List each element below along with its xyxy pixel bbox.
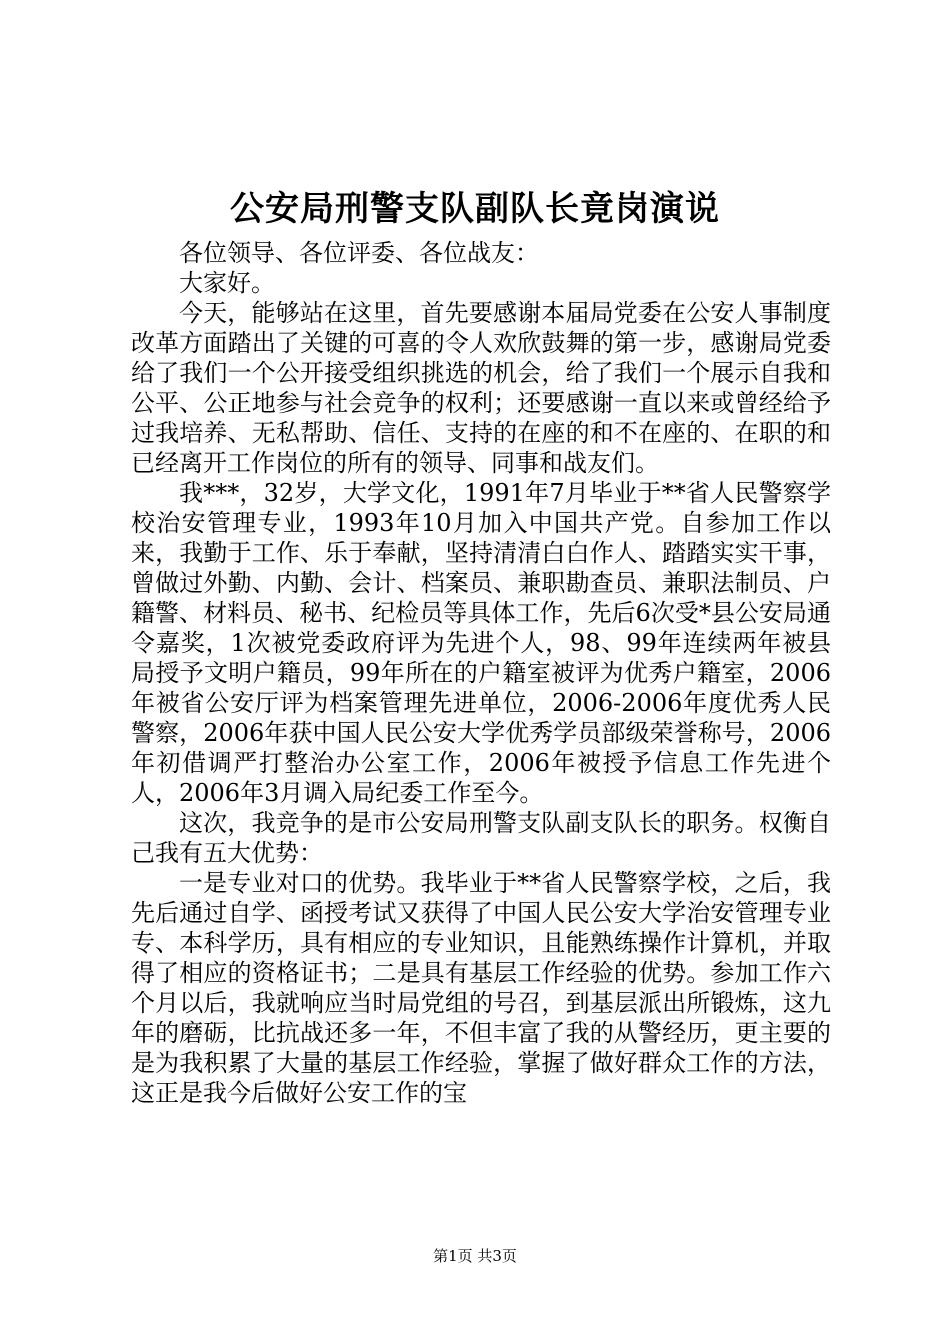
paragraph-position: 这次，我竞争的是市公安局刑警支队副支队长的职务。权衡自己我有五大优势： [131,809,831,867]
paragraph-advantages: 一是专业对口的优势。我毕业于**省人民警察学校，之后，我先后通过自学、函授考试又获得了中国人民公安大学治安管理专业专、本科学历，具有相应的专业知识，且能熟练操作计算机，并取得了相应的资格证书；二是具有基层工作经验的优势。参加工作六个月以后，我就响应当时局党组的号召，到基层派出所锻炼，这九年的磨砺，比抗战还多一年，不但丰富了我的从警经历，更主要的是为我积累了大量的基层工作经验，掌握了做好群众工作的方法，这正是我今后做好公安工作的宝 [131,869,831,1107]
page-footer: 第1页 共3页 [433,1247,517,1265]
greeting: 大家好。 [179,269,275,297]
document-title: 公安局刑警支队副队长竟岗演说 [230,189,720,229]
paragraph-thanks: 今天，能够站在这里，首先要感谢本届局党委在公安人事制度改革方面踏出了关键的可喜的令人欢欣鼓舞的第一步，感谢局党委给了我们一个公开接受组织挑选的机会，给了我们一个展示自我和公平、公正地参与社会竞争的权利；还要感谢一直以来或曾经给予过我培养、无私帮助、信任、支持的在座的和不在座的、在职的和已经离开工作岗位的所有的领导、同事和战友们。 [131,299,831,477]
salutation: 各位领导、各位评委、各位战友： [179,239,539,267]
document-body [131,238,831,1108]
paragraph-background: 我***，32岁，大学文化，1991年7月毕业于**省人民警察学校治安管理专业，1993年10月加入中国共产党。自参加工作以来，我勤于工作、乐于奉献，坚持清清白白作人、踏踏实实干事，曾做过外勤、内勤、会计、档案员、兼职勘查员、兼职法制员、户籍警、材料员、秘书、纪检员等具体工作，先后6次受*县公安局通令嘉奖，1次被党委政府评为先进个人，98、99年连续两年被县局授予文明户籍员，99年所在的户籍室被评为优秀户籍室，2006年被省公安厅评为档案管理先进单位，2006-2006年度优秀人民警察，2006年获中国人民公安大学优秀学员部级荣誉称号，2006年初借调严打整治办公室工作，2006年被授予信息工作先进个人，2006年3月调入局纪委工作至今。 [131,479,831,807]
